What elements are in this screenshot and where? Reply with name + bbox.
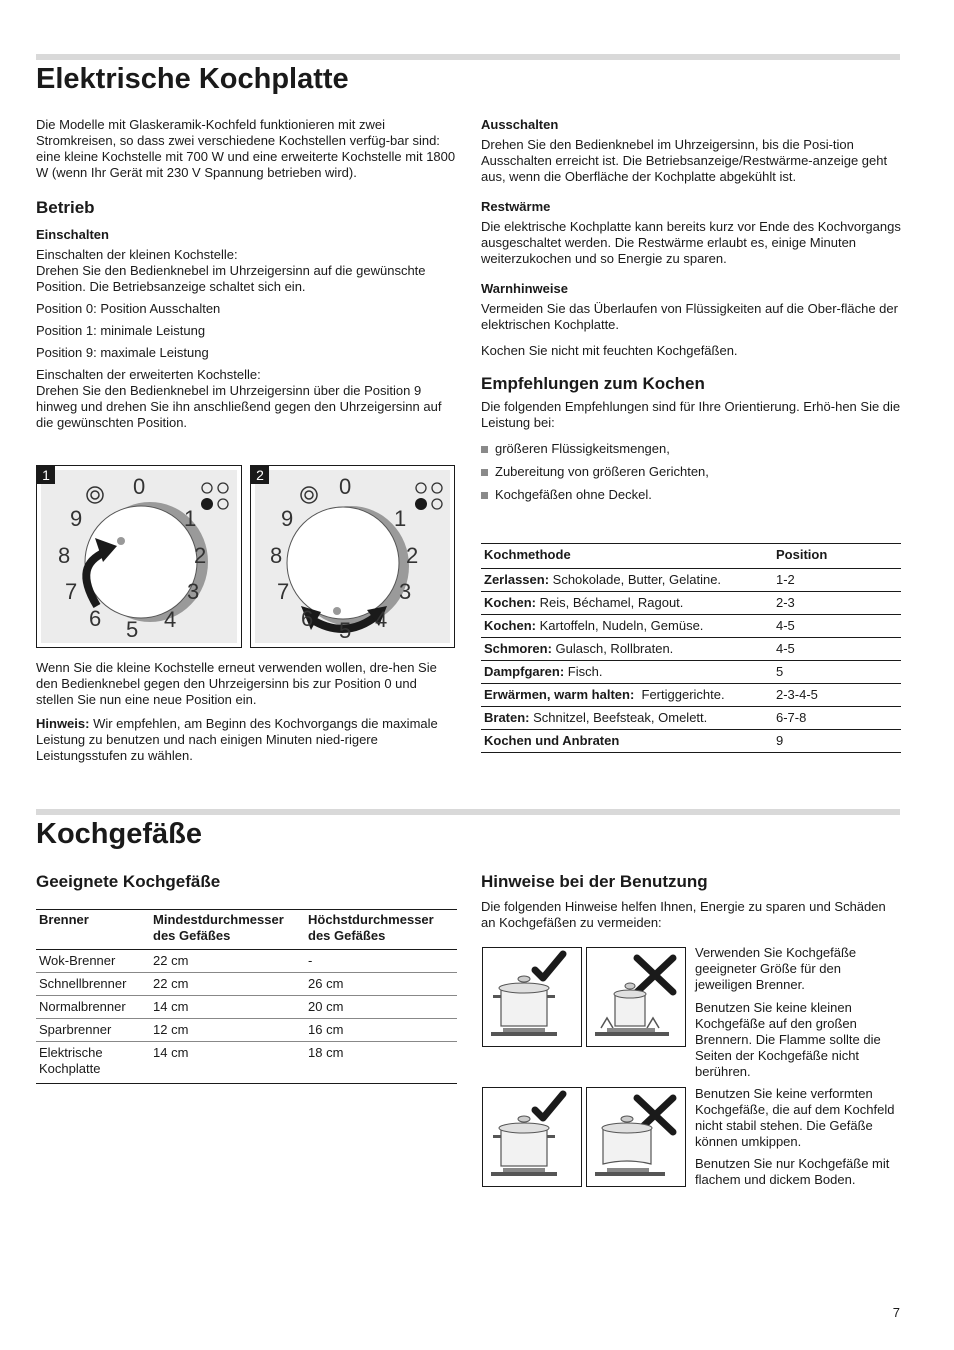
section-rule-top (36, 54, 900, 60)
pot-image-deformed (586, 1087, 686, 1187)
cross-icon (637, 958, 673, 992)
tip-3: Benutzen Sie keine verformten Kochgefäße, die auf dem Kochfeld nicht stabil stehen. Die Gefäße können umkippen. (695, 1086, 895, 1149)
right-column-1 (481, 117, 901, 510)
warnhinweise-text-1: Vermeiden Sie das Überlaufen von Flüssigkeiten auf die Ober-fläche der elektrischen Kochplatte. (481, 301, 898, 332)
cell: 14 cm (150, 996, 305, 1019)
dial-number-9: 9 (281, 506, 294, 531)
row-label: Schmoren: (484, 641, 552, 656)
figure-number-2: 2 (251, 466, 269, 484)
empfehlungen-list (481, 441, 901, 503)
cell: - (305, 950, 457, 973)
cell: 12 cm (150, 1019, 305, 1042)
dial-number-6: 6 (301, 606, 314, 631)
dial-number-9: 9 (70, 506, 83, 531)
pot-image-correct-size (482, 947, 582, 1047)
list-item: Kochgefäßen ohne Deckel. (481, 487, 901, 503)
dial-number-5: 5 (339, 618, 352, 643)
empfehlungen-text: Die folgenden Empfehlungen sind für Ihre Orientierung. Erhö-hen Sie die Leistung bei: (481, 399, 901, 430)
cell: 20 cm (305, 996, 457, 1019)
checkmark-icon (535, 954, 563, 978)
table-row (36, 1019, 457, 1042)
tip-1: Verwenden Sie Kochgefäße geeigneter Größe für den jeweiligen Brenner. (695, 945, 857, 992)
col-header-kochmethode: Kochmethode (481, 544, 773, 569)
checkmark-icon (535, 1094, 563, 1118)
restwaerme-text: Die elektrische Kochplatte kann bereits kurz vor Ende des Kochvorgangs ausgeschaltet werden. Die Restwärme erlaubt es, einige Minuten weiterzukochen und so Energie zu sparen. (481, 219, 901, 266)
dial-number-0: 0 (133, 474, 146, 499)
row-text: Gulasch, Rollbraten. (551, 641, 674, 656)
section-title-kochplatte: Elektrische Kochplatte (36, 63, 349, 95)
hinweise-intro: Die folgenden Hinweise helfen Ihnen, Energie zu sparen und Schäden an Kochgefäßen zu vermeiden: (481, 899, 886, 930)
left-column-2 (36, 871, 457, 1084)
col-header-mindest: Mindestdurchmesser des Gefäßes (150, 910, 305, 950)
dial-number-2: 2 (406, 543, 419, 568)
dial-number-3: 3 (187, 579, 200, 604)
dial-number-4: 4 (164, 607, 177, 632)
row-text: Kartoffeln, Nudeln, Gemüse. (536, 618, 704, 633)
knob-illustration-1 (37, 466, 241, 647)
row-label: Kochen: (484, 595, 536, 610)
row-label: Kochen: (484, 618, 536, 633)
cell: 26 cm (305, 973, 457, 996)
hinweise-tips (695, 945, 901, 1194)
pot-image-too-small (586, 947, 686, 1047)
figure-number-1: 1 (37, 466, 55, 484)
row-text: Fisch. (564, 664, 603, 679)
figure-knob-1 (36, 465, 242, 648)
einschalten-heading: Einschalten (36, 227, 109, 242)
empfehlungen-heading: Empfehlungen zum Kochen (481, 374, 705, 393)
list-item: Zubereitung von größeren Gerichten, (481, 464, 901, 480)
cell: 14 cm (150, 1042, 305, 1084)
row-label: Zerlassen: (484, 572, 550, 587)
row-position: 9 (773, 730, 901, 753)
einschalten-p2b: Drehen Sie den Bedienknebel im Uhrzeigersinn über die Position 9 hinweg und drehen Sie ihn anschließend gegen den Uhrzeigersinn auf die gewünschten Position. (36, 383, 442, 430)
table-row (36, 1042, 457, 1084)
left-column-1 (36, 117, 458, 437)
cell: 16 cm (305, 1019, 457, 1042)
section-title-kochgefaesse: Kochgefäße (36, 818, 202, 850)
warnhinweise-heading: Warnhinweise (481, 281, 568, 296)
geeignete-heading: Geeignete Kochgefäße (36, 872, 221, 891)
dial-number-7: 7 (277, 579, 290, 604)
table-header-row (481, 544, 901, 569)
tip-4: Benutzen Sie nur Kochgefäße mit flachem und dickem Boden. (695, 1156, 890, 1187)
dial-number-6: 6 (89, 606, 102, 631)
table-row (481, 638, 901, 661)
cell: 18 cm (305, 1042, 457, 1084)
cell: Elektrische Kochplatte (36, 1042, 150, 1084)
cell: Sparbrenner (36, 1019, 150, 1042)
cell: 22 cm (150, 950, 305, 973)
hinweis-paragraph (36, 716, 458, 764)
position-9: Position 9: maximale Leistung (36, 345, 209, 360)
dial-number-5: 5 (126, 617, 139, 642)
col-header-hoechst: Höchstdurchmesser des Gefäßes (305, 910, 457, 950)
table-header-row (36, 910, 457, 950)
table-row (36, 950, 457, 973)
restwaerme-heading: Restwärme (481, 199, 551, 214)
position-1: Position 1: minimale Leistung (36, 323, 206, 338)
cell: 22 cm (150, 973, 305, 996)
col-header-brenner: Brenner (36, 910, 150, 950)
right-column-2 (481, 871, 901, 931)
figure-knob-2 (250, 465, 455, 648)
table-row (481, 707, 901, 730)
pot-image-flat-bottom (482, 1087, 582, 1187)
row-label: Braten: (484, 710, 530, 725)
cell: Schnellbrenner (36, 973, 150, 996)
kochmethode-table (481, 543, 901, 753)
ausschalten-heading: Ausschalten (481, 117, 559, 132)
dial-number-1: 1 (184, 506, 197, 531)
cell: Wok-Brenner (36, 950, 150, 973)
intro-text: Die Modelle mit Glaskeramik-Kochfeld funktionieren mit zwei Stromkreisen, so dass zwei verschiedene Kochstellen verfüg-bar sind: eine kleine Kochstelle mit 700 W und eine erweiterte Kochstelle mit 1800 W (wenn Ihr Gerät mit 230 V Spannung betrieben wird). (36, 117, 456, 180)
einschalten-p2a: Einschalten der erweiterten Kochstelle: (36, 367, 261, 382)
knob-illustration-2 (251, 466, 454, 647)
table-row (481, 730, 901, 753)
row-position: 4-5 (773, 615, 901, 638)
table-row (481, 592, 901, 615)
after-figure-text: Wenn Sie die kleine Kochstelle erneut verwenden wollen, dre-hen Sie den Bedienknebel gegen den Uhrzeigersinn bis zur Position 0 und stellen Sie nun eine neue Position ein. (36, 660, 437, 707)
cell: Normalbrenner (36, 996, 150, 1019)
table-row (481, 684, 901, 707)
dial-number-4: 4 (375, 607, 388, 632)
dial-number-8: 8 (58, 543, 71, 568)
table-row (481, 569, 901, 592)
dial-number-1: 1 (394, 506, 407, 531)
table-row (481, 615, 901, 638)
einschalten-p1a: Einschalten der kleinen Kochstelle: (36, 247, 238, 262)
dial-number-8: 8 (270, 543, 283, 568)
table-row (481, 661, 901, 684)
row-position: 6-7-8 (773, 707, 901, 730)
row-position: 2-3 (773, 592, 901, 615)
einschalten-p1b: Drehen Sie den Bedienknebel im Uhrzeigersinn auf die gewünschte Position. Die Betriebsanzeige schaltet sich ein. (36, 263, 426, 294)
table-row (36, 996, 457, 1019)
hinweise-heading: Hinweise bei der Benutzung (481, 872, 708, 891)
row-position: 1-2 (773, 569, 901, 592)
kochmethode-table-wrap (481, 543, 901, 753)
dial-number-7: 7 (65, 579, 78, 604)
position-0: Position 0: Position Ausschalten (36, 301, 221, 316)
list-item: größeren Flüssigkeitsmengen, (481, 441, 901, 457)
hinweis-label: Hinweis: (36, 716, 90, 731)
row-label: Erwärmen, warm halten: (484, 687, 635, 702)
table-row (36, 973, 457, 996)
dial-number-0: 0 (339, 474, 352, 499)
kochgefaesse-table (36, 909, 457, 1084)
warnhinweise-text-2: Kochen Sie nicht mit feuchten Kochgefäßen. (481, 343, 738, 358)
row-position: 2-3-4-5 (773, 684, 901, 707)
hinweis-text: Wir empfehlen, am Beginn des Kochvorgangs die maximale Leistung zu benutzen und nach einigen Minuten nied-rigere Leistungsstufen zu wählen. (36, 716, 438, 763)
section-rule-kochgefaesse (36, 809, 900, 815)
betrieb-heading: Betrieb (36, 198, 95, 217)
left-column-1-bottom (36, 660, 458, 764)
row-position: 5 (773, 661, 901, 684)
tip-2: Benutzen Sie keine kleinen Kochgefäße auf den großen Brennern. Die Flamme sollte die Seiten der Kochgefäße nicht berühren. (695, 1000, 881, 1079)
row-text: Schnitzel, Beefsteak, Omelett. (529, 710, 708, 725)
col-header-position: Position (773, 544, 901, 569)
dial-number-2: 2 (194, 543, 207, 568)
row-text: Reis, Béchamel, Ragout. (536, 595, 684, 610)
ausschalten-text: Drehen Sie den Bedienknebel im Uhrzeigersinn, bis die Posi-tion Ausschalten erreicht ist. Die Betriebsanzeige/Restwärme-anzeige geht aus, wenn die Oberfläche der Kochplatte abgekühlt ist. (481, 137, 888, 184)
row-text: Schokolade, Butter, Gelatine. (549, 572, 722, 587)
dial-number-3: 3 (399, 579, 412, 604)
row-label: Kochen und Anbraten (484, 733, 620, 748)
row-label: Dampfgaren: (484, 664, 565, 679)
row-text: Fertiggerichte. (634, 687, 725, 702)
page-number: 7 (892, 1305, 900, 1320)
row-position: 4-5 (773, 638, 901, 661)
